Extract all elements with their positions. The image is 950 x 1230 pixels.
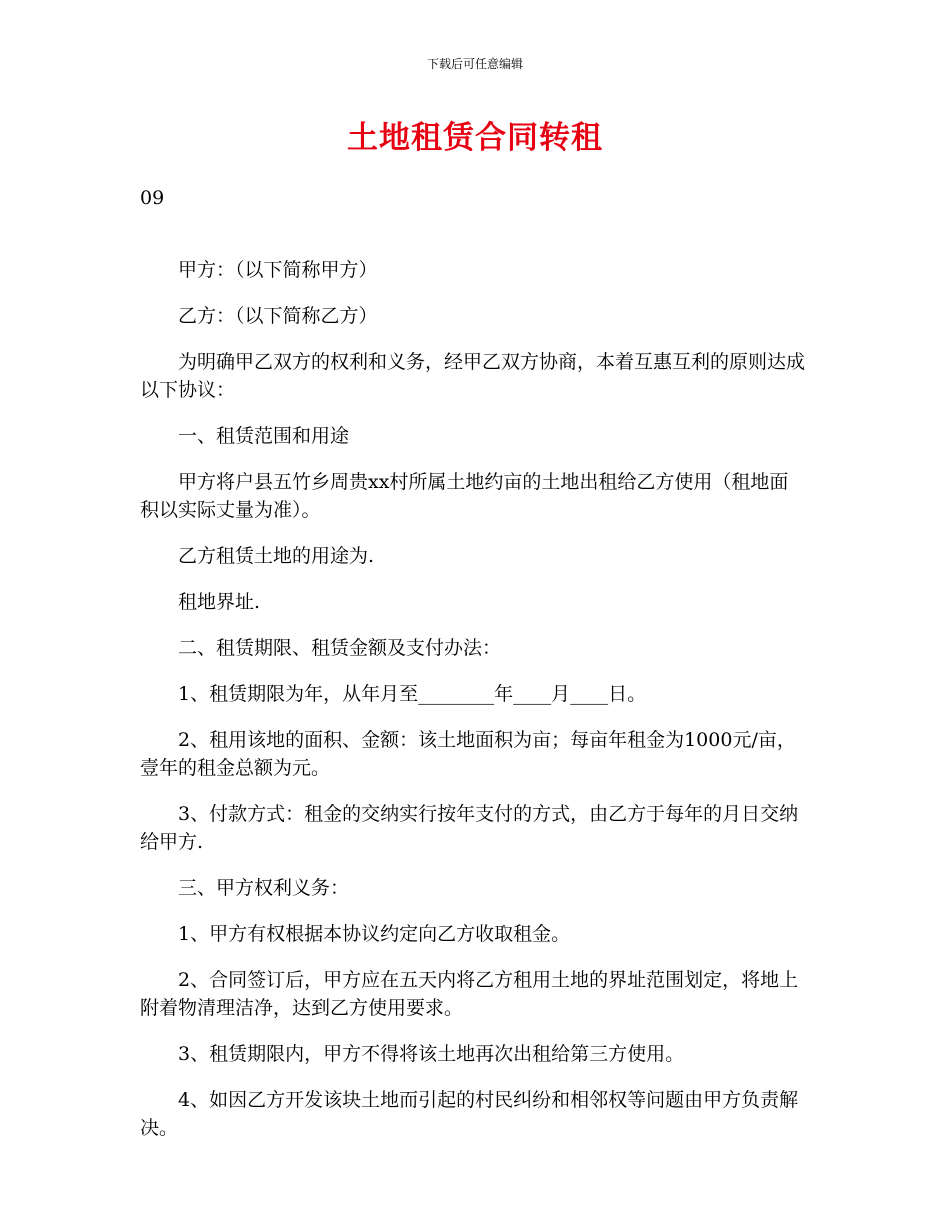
section-heading-scope: 一、租赁范围和用途 [178, 425, 350, 447]
clause-a-rights-1: 1、甲方有权根据本协议约定向乙方收取租金。 [178, 923, 571, 945]
document-title: 土地租赁合同转租 [347, 120, 603, 156]
clause-area-amount: 2、租用该地的面积、金额：该土地面积为亩；每亩年租金为1000元/亩，壹年的租金总额为元。 [140, 729, 796, 779]
clause-land-use: 乙方租赁土地的用途为. [178, 545, 375, 567]
document-body [140, 256, 805, 1160]
clause-a-rights-3: 3、租赁期限内，甲方不得将该土地再次出租给第三方使用。 [178, 1043, 685, 1065]
clause-term: 1、租赁期限为年，从年月至________年____月____日。 [178, 683, 647, 705]
clause-a-rights-2: 2、合同签订后，甲方应在五天内将乙方租用土地的界址范围划定，将地上附着物清理洁净，达到乙方使用要求。 [140, 969, 799, 1019]
section-heading-term: 二、租赁期限、租赁金额及支付办法： [178, 637, 502, 659]
clause-land-lease: 甲方将户县五竹乡周贵xx村所属土地约亩的土地出租给乙方使用（租地面积以实际丈量为准）。 [140, 471, 789, 521]
header-note: 下载后可任意编辑 [426, 57, 523, 71]
clause-boundary: 租地界址. [178, 591, 261, 613]
section-heading-party-a-rights: 三、甲方权利义务： [178, 877, 350, 899]
party-a-line: 甲方：（以下简称甲方） [178, 259, 378, 281]
preamble-paragraph: 为明确甲乙双方的权利和义务，经甲乙双方协商，本着互惠互利的原则达成以下协议： [140, 351, 806, 401]
document-number: 09 [140, 187, 165, 209]
clause-a-rights-4: 4、如因乙方开发该块土地而引起的村民纠纷和相邻权等问题由甲方负责解决。 [140, 1089, 799, 1139]
clause-payment: 3、付款方式：租金的交纳实行按年支付的方式，由乙方于每年的月日交纳给甲方. [140, 803, 799, 853]
party-b-line: 乙方：（以下简称乙方） [178, 305, 378, 327]
